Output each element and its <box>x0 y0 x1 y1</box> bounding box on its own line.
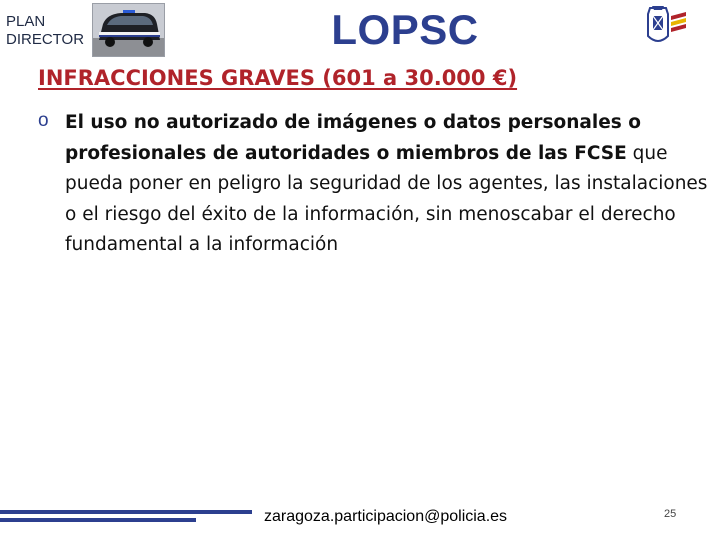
bullet-bold-text: El uso no autorizado de imágenes o datos personales o profesionales de autoridades o miembros de las FCSE <box>65 112 641 164</box>
bullet-text <box>65 108 714 261</box>
page-number: 25 <box>664 508 677 520</box>
bullet-normal-text: que pueda poner en peligro la seguridad de los agentes, las instalaciones o el riesgo del éxito de la información, sin menoscabar el derecho fundamental a la información <box>65 142 708 255</box>
bullet-item <box>38 108 714 261</box>
section-heading: INFRACCIONES GRAVES (601 a 30.000 €) <box>38 66 518 90</box>
policia-nacional-logo <box>640 2 720 57</box>
plan-label-line2: DIRECTOR <box>6 31 85 48</box>
footer-divider-bottom <box>0 518 196 522</box>
page-title: LOPSC <box>331 6 479 53</box>
footer-divider-top <box>0 510 252 514</box>
plan-label-line1: PLAN <box>6 13 46 30</box>
contact-email: zaragoza.participacion@policia.es <box>264 508 508 525</box>
bullet-marker: o <box>38 110 49 131</box>
